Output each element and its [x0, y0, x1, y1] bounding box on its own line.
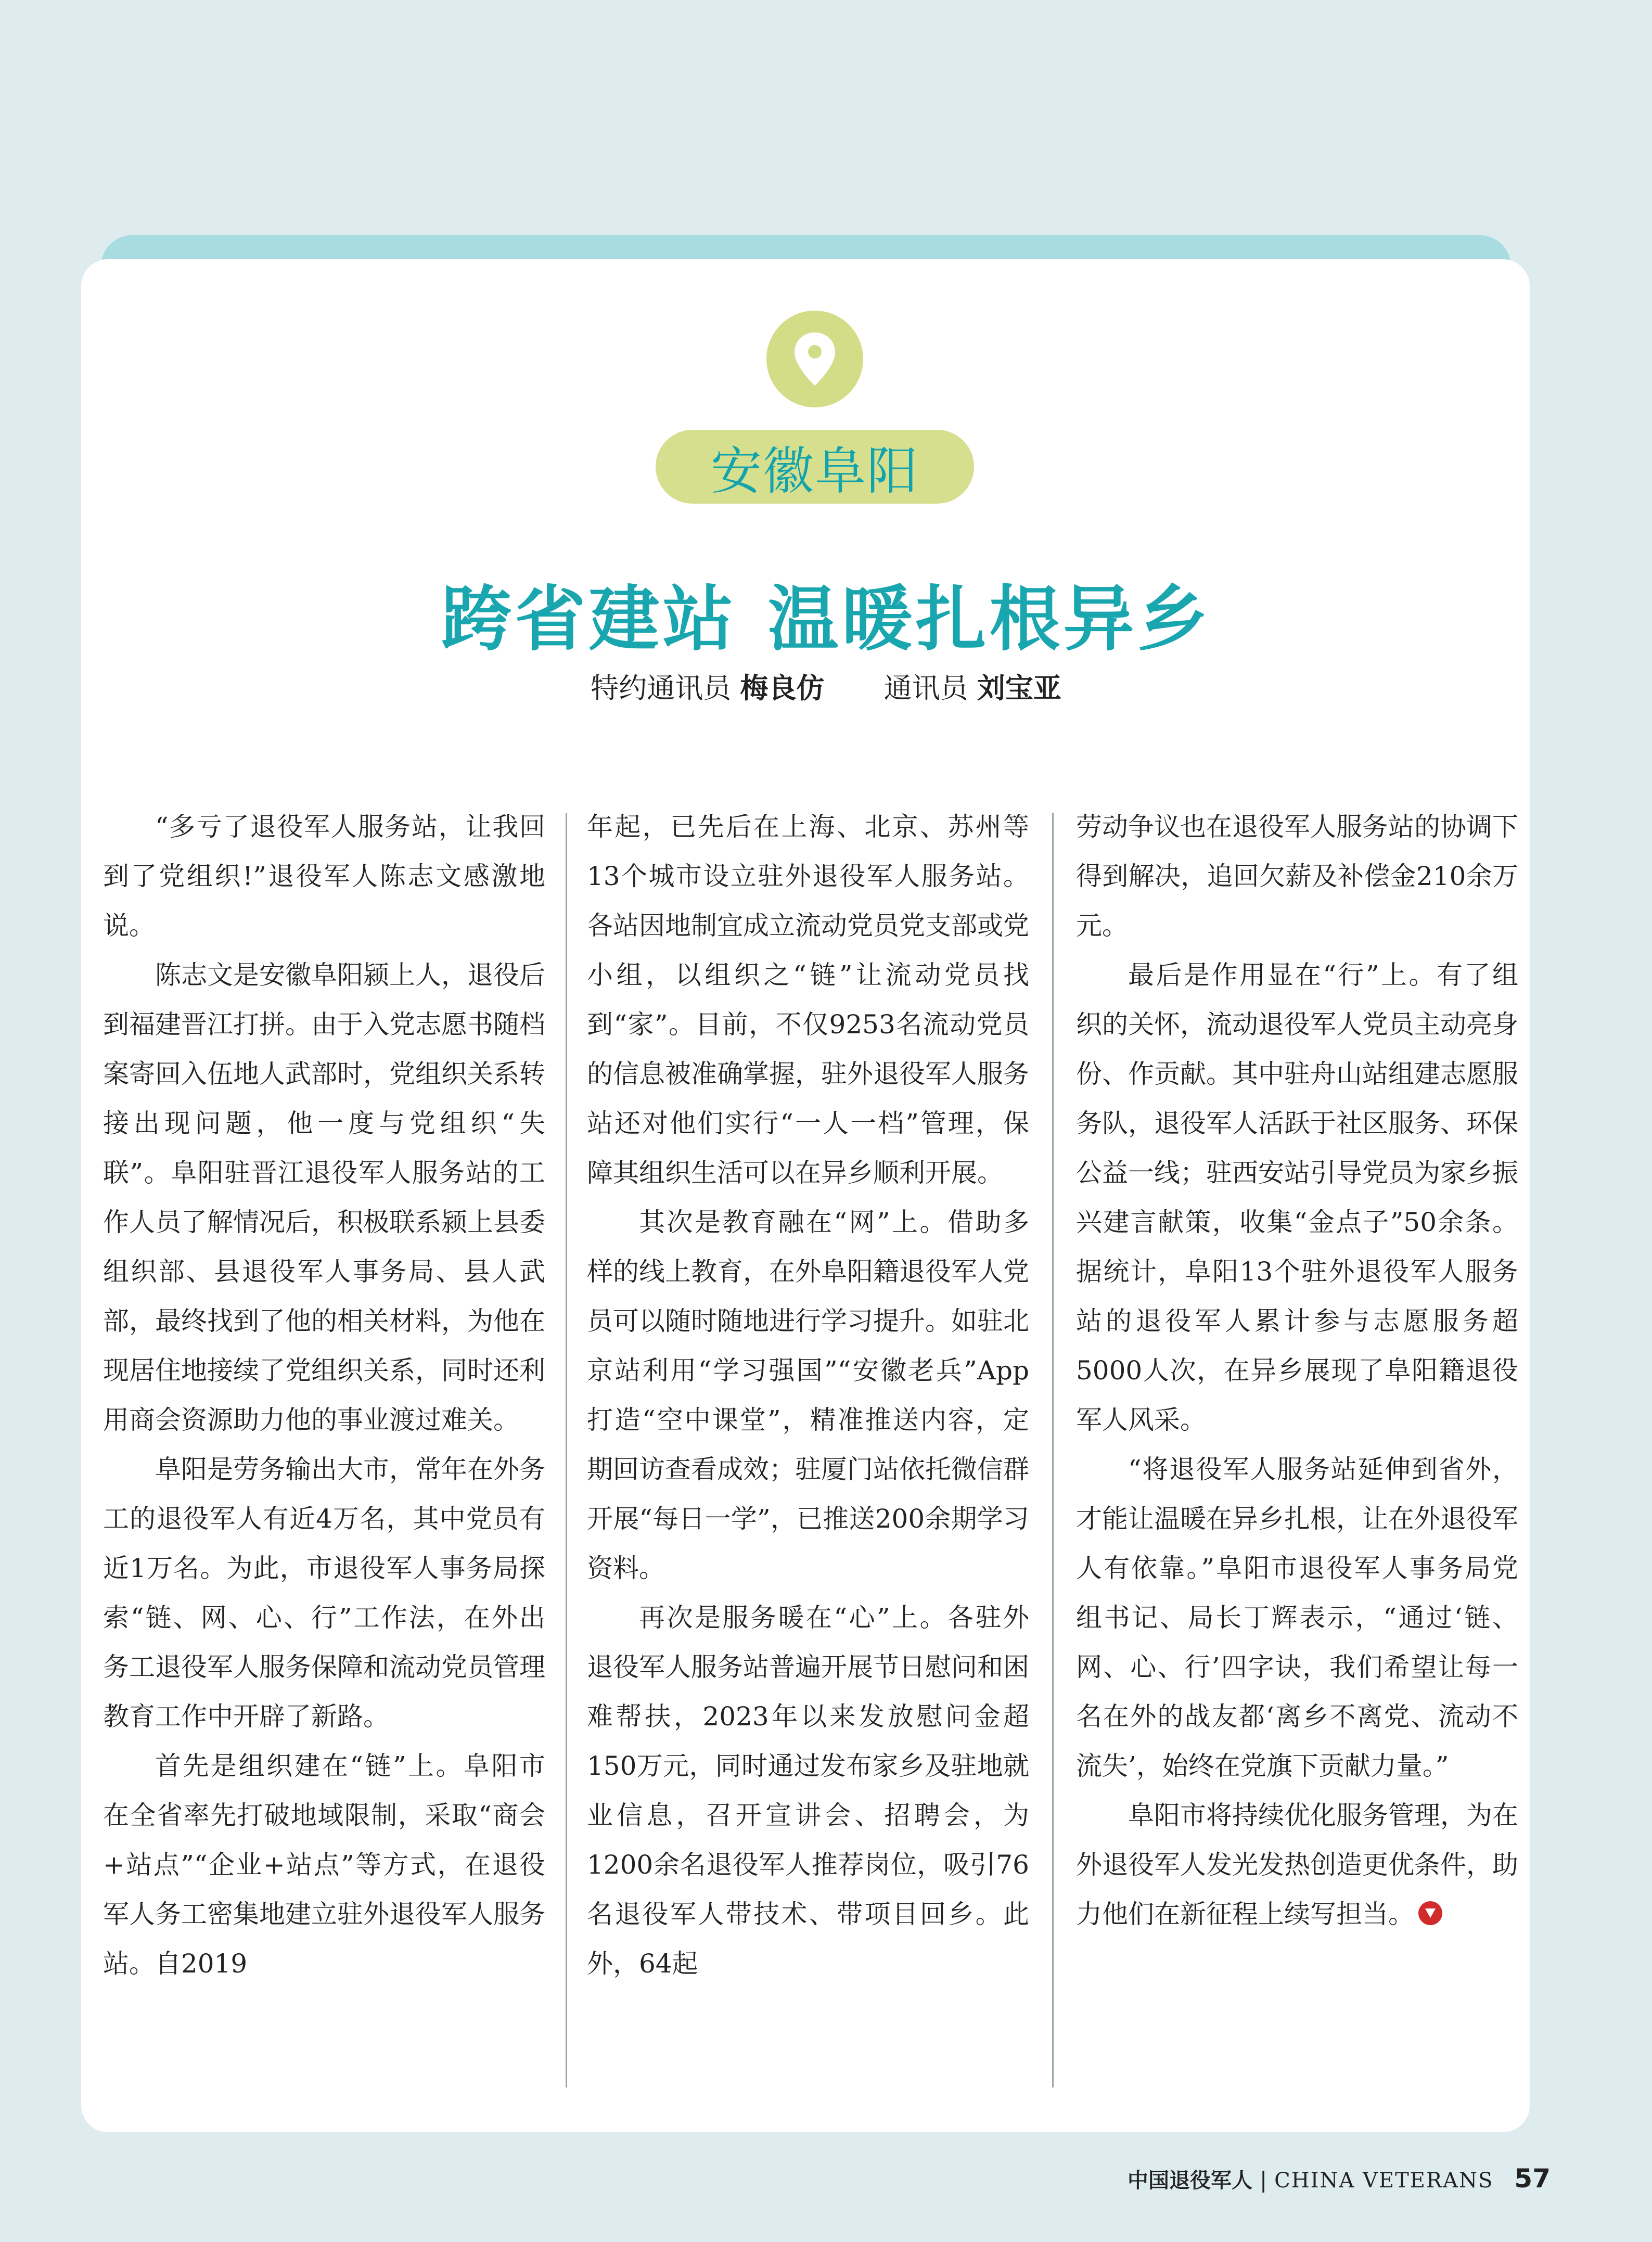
- v-end-mark-icon: [1418, 1901, 1442, 1925]
- title-part-2: 温暖扎根异乡: [767, 579, 1211, 661]
- final-paragraph: [1076, 1791, 1518, 1939]
- location-badge: [766, 311, 863, 407]
- paragraph: 其次是教育融在“网”上。借助多样的线上教育，在外阜阳籍退役军人党员可以随时随地进行学习提升。如驻北京站利用“学习强国”“安徽老兵”App打造“空中课堂”，精准推送内容，定期回访查看成效；驻厦门站依托微信群开展“每日一学”，已推送200余期学习资料。: [587, 1207, 1029, 1583]
- map-pin-icon: [791, 330, 838, 388]
- article-column-1: [103, 802, 545, 2093]
- byline-name-2: 刘宝亚: [977, 672, 1061, 704]
- paragraph: 首先是组织建在“链”上。阜阳市在全省率先打破地域限制，采取“商会+站点”“企业+站点”等方式，在退役军人务工密集地建立驻外退役军人服务站。自2019: [103, 1751, 545, 1979]
- column-divider: [566, 813, 567, 2087]
- magazine-name-en: CHINA VETERANS: [1274, 2169, 1494, 2193]
- paragraph: 再次是服务暖在“心”上。各驻外退役军人服务站普遍开展节日慰问和困难帮扶，2023年以来发放慰问金超150万元，同时通过发布家乡及驻地就业信息，召开宣讲会、招聘会，为1200余名退役军人推荐岗位，吸引76名退役军人带技术、带项目回乡。此外，64起: [587, 1603, 1029, 1979]
- magazine-name: 中国退役军人: [1127, 2169, 1252, 2193]
- paragraph: “多亏了退役军人服务站，让我回到了党组织!”退役军人陈志文感激地说。: [103, 812, 545, 941]
- byline-role-2: 通讯员: [883, 672, 968, 704]
- article-title: [0, 562, 1652, 664]
- paragraph: 最后是作用显在“行”上。有了组织的关怀，流动退役军人党员主动亮身份、作贡献。其中驻舟山站组建志愿服务队，退役军人活跃于社区服务、环保公益一线；驻西安站引导党员为家乡振兴建言献策，收集“金点子”50余条。据统计，阜阳13个驻外退役军人服务站的退役军人累计参与志愿服务超5000人次，在异乡展现了阜阳籍退役军人风采。: [1076, 960, 1518, 1435]
- article-column-2: [587, 802, 1029, 2093]
- column-divider: [1052, 813, 1054, 2087]
- title-part-1: 跨省建站: [441, 579, 737, 661]
- byline: [0, 666, 1652, 706]
- byline-name-1: 梅良仿: [740, 672, 825, 704]
- paragraph: 阜阳是劳务输出大市，常年在外务工的退役军人有近4万名，其中党员有近1万名。为此，市退役军人事务局探索“链、网、心、行”工作法，在外出务工退役军人服务保障和流动党员管理教育工作中开辟了新路。: [103, 1454, 545, 1732]
- paragraph: 年起，已先后在上海、北京、苏州等13个城市设立驻外退役军人服务站。各站因地制宜成立流动党员党支部或党小组，以组织之“链”让流动党员找到“家”。目前，不仅9253名流动党员的信息被准确掌握，驻外退役军人服务站还对他们实行“一人一档”管理，保障其组织生活可以在异乡顺利开展。: [587, 812, 1029, 1188]
- paragraph: 陈志文是安徽阜阳颍上人，退役后到福建晋江打拼。由于入党志愿书随档案寄回入伍地人武部时，党组织关系转接出现问题，他一度与党组织“失联”。阜阳驻晋江退役军人服务站的工作人员了解情况后，积极联系颍上县委组织部、县退役军人事务局、县人武部，最终找到了他的相关材料，为他在现居住地接续了党组织关系，同时还利用商会资源助力他的事业渡过难关。: [103, 960, 545, 1435]
- page-number: 57: [1514, 2163, 1551, 2194]
- page-footer: [1128, 2163, 1551, 2194]
- paragraph: 劳动争议也在退役军人服务站的协调下得到解决，追回欠薪及补偿金210余万元。: [1076, 812, 1518, 941]
- article-column-3: [1076, 802, 1518, 2093]
- paragraph: “将退役军人服务站延伸到省外，才能让温暖在异乡扎根，让在外退役军人有依靠。”阜阳市退役军人事务局党组书记、局长丁辉表示，“通过‘链、网、心、行’四字诀，我们希望让每一名在外的战友都‘离乡不离党、流动不流失’，始终在党旗下贡献力量。”: [1076, 1454, 1518, 1781]
- byline-role-1: 特约通讯员: [591, 672, 732, 704]
- region-label: 安徽阜阳: [656, 430, 974, 504]
- footer-separator: |: [1259, 2167, 1267, 2193]
- paragraph-text: 阜阳市将持续优化服务管理，为在外退役军人发光发热创造更优条件，助力他们在新征程上续写担当。: [1076, 1800, 1518, 1929]
